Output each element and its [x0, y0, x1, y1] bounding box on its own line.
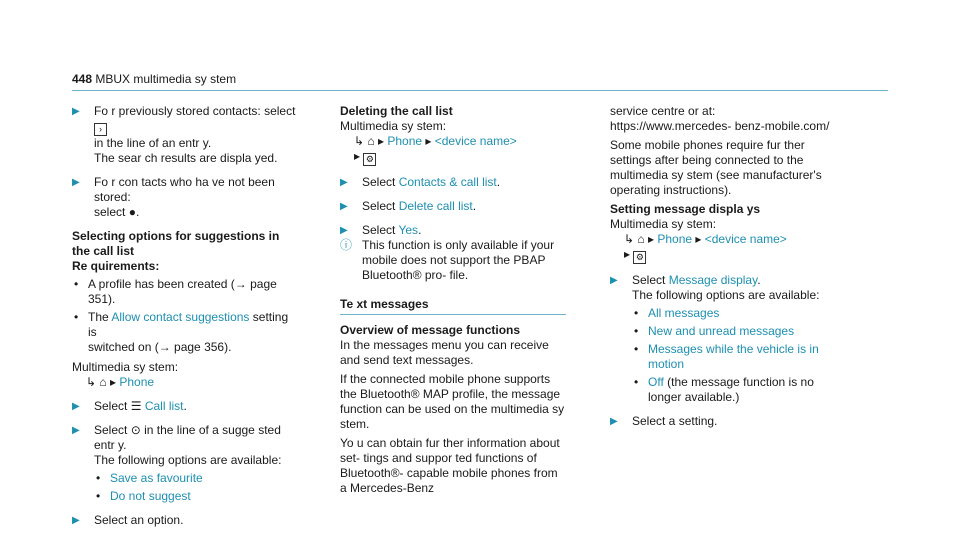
requirement-item: • The Allow contact suggestions setting is switched on (→ page 356). [74, 310, 289, 354]
step: ▶ Select an option. [72, 513, 184, 527]
list-icon: ☰ [130, 399, 142, 413]
settings-icon: ⚙ [363, 153, 376, 166]
step-arrow-icon: ▶ [72, 515, 80, 526]
chevron-down-circle-icon: ⊙ [130, 423, 141, 437]
home-icon: ⌂ [367, 134, 375, 148]
speech-bubble-icon: ● [128, 205, 136, 219]
step: ▶ Select Message display. The following options are available: • All messages • New and unread messages • Messages while the vehicle is in motion • Off (the message function is no longer available.) [610, 273, 820, 404]
step: ▶ Fo r con tacts who ha ve not been stored: select ●. [72, 175, 275, 219]
menu-path-label: Multimedia sy stem: [72, 360, 179, 374]
menu-path: ↳ ⌂ ▸ Phone ▸ <device name> ▸ ⚙ [624, 232, 787, 262]
chevron-right-icon: › [94, 123, 107, 136]
off-option[interactable]: Off [648, 375, 664, 389]
section-heading: Selecting options for suggestions in the call list [72, 229, 280, 258]
new-unread-option[interactable]: New and unread messages [648, 324, 795, 338]
step-arrow-icon: ▶ [610, 416, 618, 427]
step-arrow-icon: ▶ [72, 425, 80, 436]
section-title: Te xt messages [340, 297, 566, 315]
step: ▶ Select a setting. [610, 414, 718, 428]
column-1 [72, 104, 298, 537]
page-title: MBUX multimedia sy stem [95, 72, 237, 86]
subheading: Overview of message functions [340, 323, 521, 337]
save-as-favourite-option[interactable]: Save as favourite [110, 471, 203, 485]
step-arrow-icon: ▶ [340, 201, 348, 212]
menu-path-label: Multimedia sy stem: [340, 119, 447, 133]
page-header [72, 72, 888, 87]
step: ▶ Select ⊙ in the line of a sugge sted entr y. The following options are available: • Save as favourite • Do not suggest [72, 423, 282, 503]
section-heading: Deleting the call list [340, 104, 453, 118]
section-heading: Setting message displa ys [610, 202, 761, 216]
settings-icon: ⚙ [633, 251, 646, 264]
call-list-link[interactable]: Call list [144, 399, 184, 413]
step: ▶ Select Delete call list. [340, 199, 477, 213]
step: ▶ Select Yes. ⓘ This function is only available if your mobile does not support the PBAP Bluetooth® pro- file. [340, 223, 555, 282]
step: ▶ Fo r previously stored contacts: select › in the line of an entr y. The sear ch results are displa yed. [72, 104, 296, 165]
step-arrow-icon: ▶ [610, 275, 618, 286]
info-icon: ⓘ [340, 238, 353, 252]
column-2: Deleting the call list Multimedia sy stem: ↳ ⌂ ▸ Phone ▸ <device name> ▸ ⚙ ▶ Select Contacts & call list. ▶ Select Delete call list. ▶ Select Yes. ⓘ This function is only available if your mobile does not support the PBAP Bluetooth® pro- file. Te xt messages Overview of message functions In the messages menu you can receive and send text messages. If the connected mobile phone supports the Bluetooth® MAP profile, the message function can be used on the multimedia sy stem. Yo u can obtain fur ther information about set- tings and suppor ted functions of Bluetooth®- capable mobile phones from a Mercedes-Benz [340, 104, 565, 495]
contacts-call-list-link[interactable]: Contacts & call list [398, 175, 497, 189]
step-arrow-icon: ▶ [72, 401, 80, 412]
step-arrow-icon: ▶ [340, 225, 348, 236]
home-icon: ⌂ [637, 232, 645, 246]
step-arrow-icon: ▶ [72, 106, 80, 117]
step-arrow-icon: ▶ [340, 177, 348, 188]
step-arrow-icon: ▶ [72, 177, 80, 188]
do-not-suggest-option[interactable]: Do not suggest [110, 489, 191, 503]
allow-contact-suggestions-link[interactable]: Allow contact suggestions [111, 310, 250, 324]
requirements-label: Re quirements: [72, 259, 160, 273]
page-number: 448 [72, 72, 93, 86]
menu-path: ↳ ⌂ ▸ Phone [86, 375, 155, 389]
step: ▶ Select ☰ Call list. [72, 399, 187, 413]
header-rule [72, 90, 888, 91]
requirement-item: • A profile has been created (→ page 351). [74, 277, 277, 306]
home-icon: ⌂ [99, 375, 107, 389]
delete-call-list-link[interactable]: Delete call list [398, 199, 473, 213]
step: ▶ Select Contacts & call list. [340, 175, 501, 189]
column-3: service centre or at: https://www.mercedes- benz-mobile.com/ Some mobile phones require fur ther settings after being connected to the multimedia sy stem (see manufacturer's operating instructions). Setting message displa ys Multimedia sy stem: ↳ ⌂ ▸ Phone ▸ <device name> ▸ ⚙ ▶ Select Message display. The following options are available: • All messages • New and unread messages • Messages while the vehicle is in motion • Off (the message function is no longer available.) ▶ Select a setting. [610, 104, 836, 438]
message-display-link[interactable]: Message display [668, 273, 758, 287]
messages-in-motion-option[interactable]: Messages while the vehicle is in motion [648, 342, 819, 371]
yes-link[interactable]: Yes [398, 223, 419, 237]
all-messages-option[interactable]: All messages [648, 306, 720, 320]
menu-path: ↳ ⌂ ▸ Phone ▸ <device name> ▸ ⚙ [354, 134, 517, 164]
